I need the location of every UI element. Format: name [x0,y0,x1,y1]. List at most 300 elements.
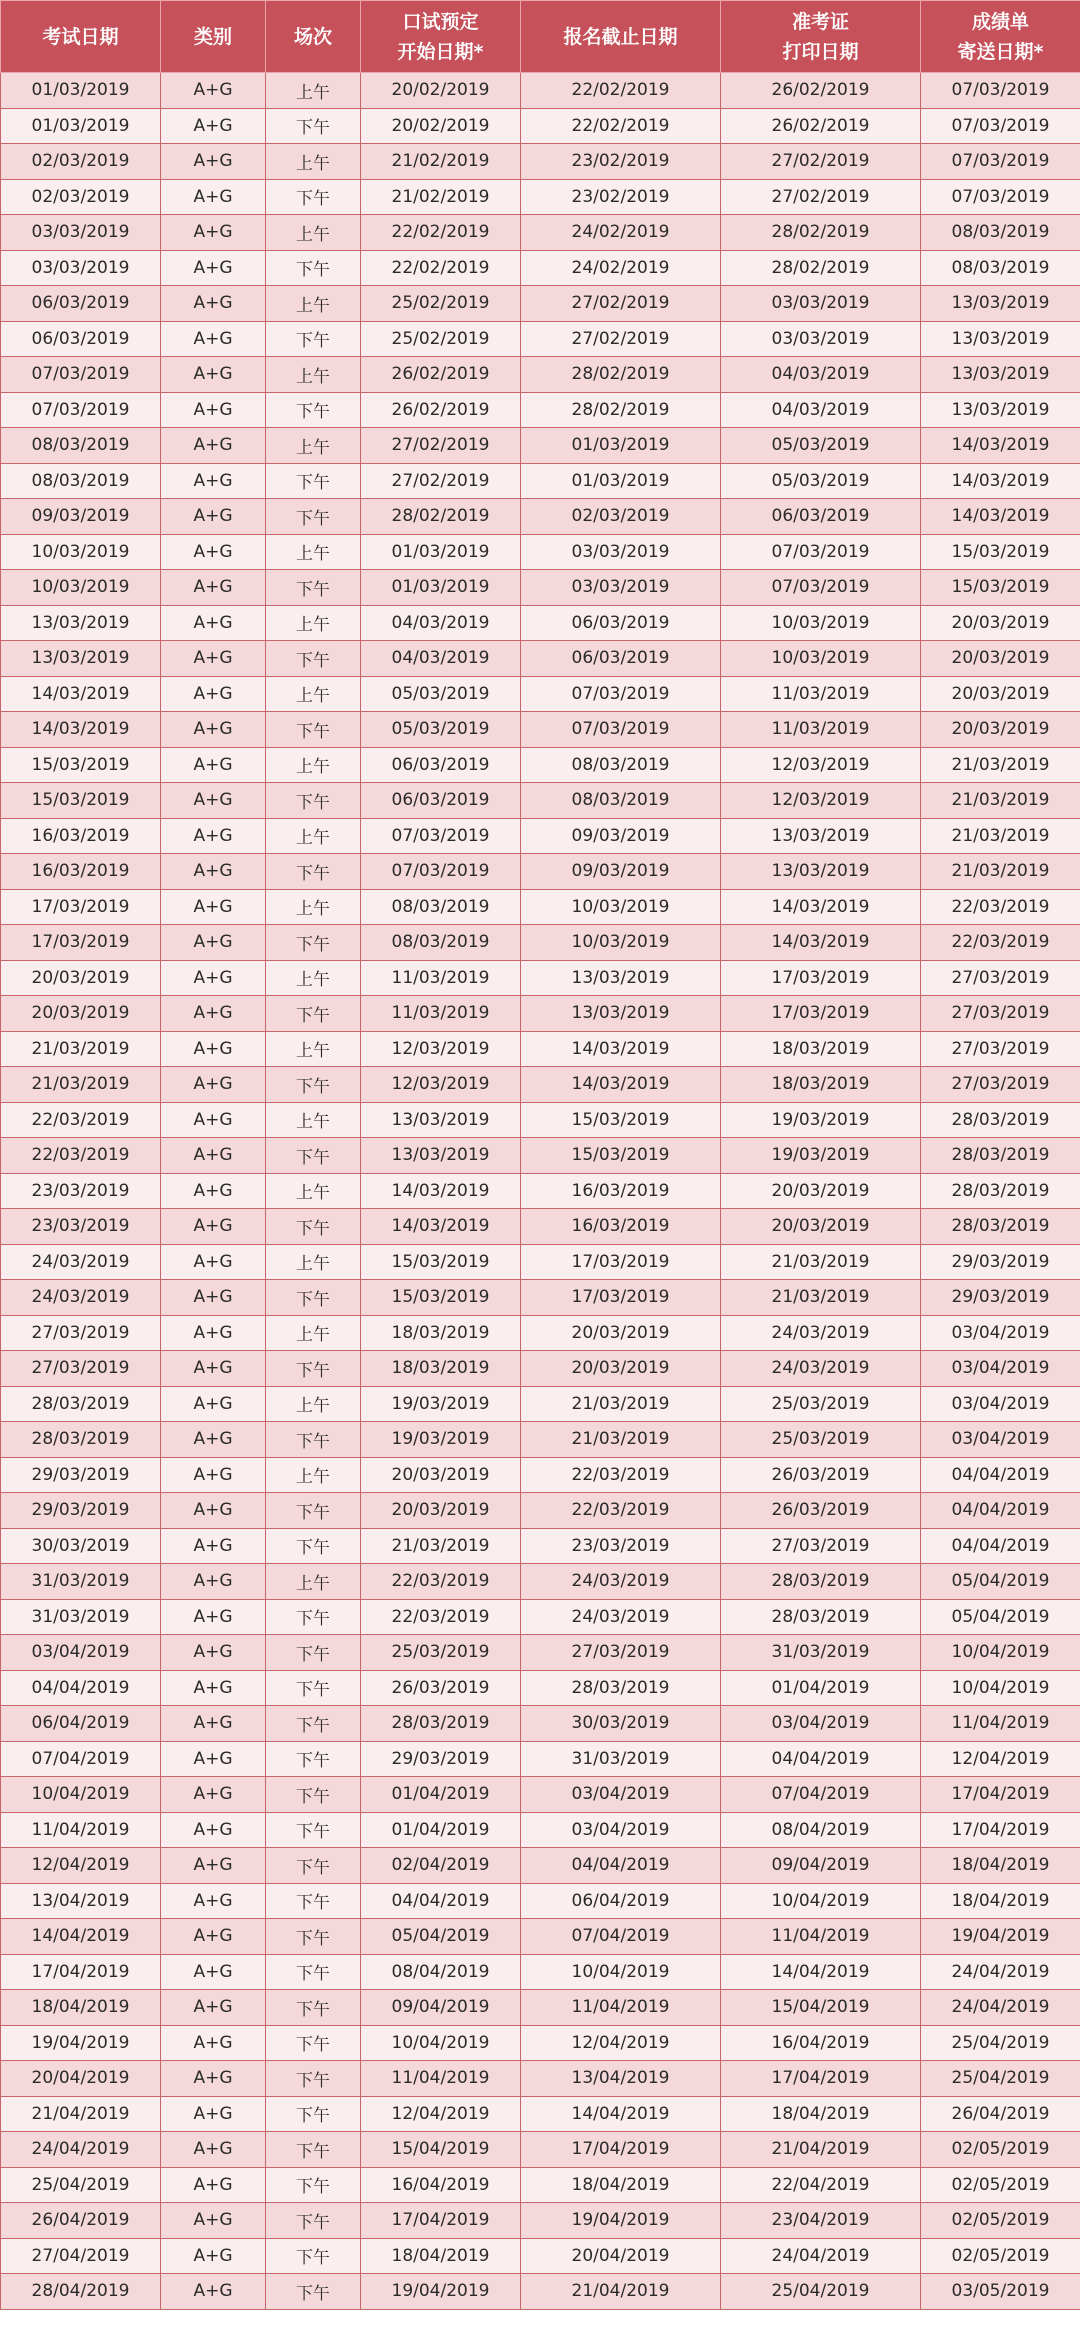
cell-admission-print-date: 01/04/2019 [721,1670,921,1706]
cell-category: A+G [161,1244,266,1280]
cell-registration-deadline: 03/03/2019 [521,570,721,606]
cell-report-mail-date: 12/04/2019 [921,1741,1080,1777]
cell-session: 下午 [266,1493,361,1529]
cell-speaking-start-date: 25/02/2019 [361,286,521,322]
cell-exam-date: 01/03/2019 [1,108,161,144]
cell-registration-deadline: 13/04/2019 [521,2061,721,2097]
cell-report-mail-date: 27/03/2019 [921,1031,1080,1067]
cell-registration-deadline: 17/03/2019 [521,1244,721,1280]
cell-session: 上午 [266,1244,361,1280]
header-text: 类别 [193,25,232,48]
header-text: 开始日期* [397,40,484,63]
cell-admission-print-date: 20/03/2019 [721,1173,921,1209]
cell-report-mail-date: 21/03/2019 [921,854,1080,890]
cell-category: A+G [161,1670,266,1706]
cell-category: A+G [161,889,266,925]
cell-session: 下午 [266,1635,361,1671]
cell-admission-print-date: 23/04/2019 [721,2203,921,2239]
cell-speaking-start-date: 25/02/2019 [361,321,521,357]
table-row [1,1422,1080,1458]
cell-report-mail-date: 19/04/2019 [921,1919,1080,1955]
header-text: 成绩单 [971,10,1029,33]
cell-category: A+G [161,357,266,393]
cell-speaking-start-date: 25/03/2019 [361,1635,521,1671]
cell-exam-date: 25/04/2019 [1,2167,161,2203]
cell-speaking-start-date: 08/03/2019 [361,889,521,925]
header-text: 准考证 [791,10,849,33]
cell-admission-print-date: 27/03/2019 [721,1528,921,1564]
cell-report-mail-date: 25/04/2019 [921,2025,1080,2061]
cell-report-mail-date: 21/03/2019 [921,818,1080,854]
table-row [1,250,1080,286]
cell-exam-date: 10/03/2019 [1,534,161,570]
cell-exam-date: 23/03/2019 [1,1173,161,1209]
cell-session: 下午 [266,108,361,144]
cell-exam-date: 27/04/2019 [1,2238,161,2274]
cell-admission-print-date: 14/03/2019 [721,925,921,961]
cell-session: 下午 [266,2167,361,2203]
cell-admission-print-date: 03/03/2019 [721,321,921,357]
cell-admission-print-date: 16/04/2019 [721,2025,921,2061]
cell-report-mail-date: 04/04/2019 [921,1528,1080,1564]
cell-registration-deadline: 27/02/2019 [521,321,721,357]
cell-exam-date: 24/03/2019 [1,1244,161,1280]
cell-registration-deadline: 08/03/2019 [521,783,721,819]
cell-category: A+G [161,2238,266,2274]
cell-session: 下午 [266,2203,361,2239]
cell-report-mail-date: 07/03/2019 [921,73,1080,109]
cell-exam-date: 10/04/2019 [1,1777,161,1813]
header-exam-date [1,1,161,73]
cell-admission-print-date: 07/04/2019 [721,1777,921,1813]
table-row [1,605,1080,641]
cell-category: A+G [161,108,266,144]
cell-speaking-start-date: 29/03/2019 [361,1741,521,1777]
cell-exam-date: 31/03/2019 [1,1564,161,1600]
cell-speaking-start-date: 18/04/2019 [361,2238,521,2274]
cell-report-mail-date: 13/03/2019 [921,357,1080,393]
header-text: 报名截止日期 [563,25,678,48]
table-row [1,925,1080,961]
cell-admission-print-date: 13/03/2019 [721,854,921,890]
cell-registration-deadline: 17/04/2019 [521,2132,721,2168]
cell-admission-print-date: 09/04/2019 [721,1848,921,1884]
table-row [1,1990,1080,2026]
cell-category: A+G [161,960,266,996]
cell-speaking-start-date: 02/04/2019 [361,1848,521,1884]
cell-category: A+G [161,144,266,180]
table-row [1,1173,1080,1209]
table-row [1,1670,1080,1706]
cell-session: 下午 [266,1919,361,1955]
cell-registration-deadline: 03/04/2019 [521,1777,721,1813]
cell-session: 上午 [266,818,361,854]
cell-registration-deadline: 07/03/2019 [521,676,721,712]
table-row [1,357,1080,393]
cell-registration-deadline: 24/03/2019 [521,1599,721,1635]
table-row [1,321,1080,357]
cell-registration-deadline: 16/03/2019 [521,1209,721,1245]
cell-session: 上午 [266,215,361,251]
cell-admission-print-date: 28/03/2019 [721,1564,921,1600]
cell-category: A+G [161,534,266,570]
cell-report-mail-date: 20/03/2019 [921,712,1080,748]
cell-session: 下午 [266,2096,361,2132]
cell-exam-date: 14/04/2019 [1,1919,161,1955]
cell-speaking-start-date: 09/04/2019 [361,1990,521,2026]
cell-admission-print-date: 21/04/2019 [721,2132,921,2168]
cell-category: A+G [161,499,266,535]
cell-report-mail-date: 22/03/2019 [921,925,1080,961]
cell-speaking-start-date: 01/03/2019 [361,570,521,606]
cell-exam-date: 17/04/2019 [1,1954,161,1990]
cell-exam-date: 07/03/2019 [1,357,161,393]
cell-registration-deadline: 11/04/2019 [521,1990,721,2026]
cell-category: A+G [161,2274,266,2310]
cell-category: A+G [161,925,266,961]
cell-speaking-start-date: 12/03/2019 [361,1067,521,1103]
cell-admission-print-date: 17/04/2019 [721,2061,921,2097]
cell-registration-deadline: 06/03/2019 [521,641,721,677]
cell-speaking-start-date: 18/03/2019 [361,1351,521,1387]
cell-report-mail-date: 17/04/2019 [921,1777,1080,1813]
cell-session: 下午 [266,392,361,428]
cell-speaking-start-date: 19/03/2019 [361,1386,521,1422]
cell-registration-deadline: 20/03/2019 [521,1315,721,1351]
cell-category: A+G [161,1173,266,1209]
cell-category: A+G [161,1422,266,1458]
cell-speaking-start-date: 04/03/2019 [361,641,521,677]
cell-report-mail-date: 21/03/2019 [921,783,1080,819]
cell-admission-print-date: 12/03/2019 [721,783,921,819]
cell-category: A+G [161,1067,266,1103]
table-row [1,463,1080,499]
cell-report-mail-date: 05/04/2019 [921,1599,1080,1635]
cell-report-mail-date: 14/03/2019 [921,499,1080,535]
cell-admission-print-date: 26/03/2019 [721,1457,921,1493]
cell-admission-print-date: 24/03/2019 [721,1315,921,1351]
cell-category: A+G [161,1990,266,2026]
cell-session: 下午 [266,1138,361,1174]
cell-speaking-start-date: 26/03/2019 [361,1670,521,1706]
table-row [1,215,1080,251]
cell-session: 上午 [266,534,361,570]
cell-admission-print-date: 04/03/2019 [721,392,921,428]
cell-session: 上午 [266,1031,361,1067]
cell-exam-date: 07/04/2019 [1,1741,161,1777]
cell-admission-print-date: 07/03/2019 [721,534,921,570]
cell-exam-date: 13/03/2019 [1,605,161,641]
cell-exam-date: 28/03/2019 [1,1386,161,1422]
table-row [1,996,1080,1032]
cell-registration-deadline: 28/02/2019 [521,392,721,428]
cell-speaking-start-date: 18/03/2019 [361,1315,521,1351]
table-row [1,534,1080,570]
cell-category: A+G [161,215,266,251]
cell-report-mail-date: 03/04/2019 [921,1386,1080,1422]
cell-session: 下午 [266,570,361,606]
cell-category: A+G [161,1564,266,1600]
cell-session: 下午 [266,1351,361,1387]
cell-session: 下午 [266,499,361,535]
cell-session: 下午 [266,2132,361,2168]
cell-report-mail-date: 17/04/2019 [921,1812,1080,1848]
cell-admission-print-date: 15/04/2019 [721,1990,921,2026]
table-row [1,1706,1080,1742]
cell-session: 下午 [266,1741,361,1777]
cell-category: A+G [161,1635,266,1671]
cell-admission-print-date: 17/03/2019 [721,960,921,996]
cell-session: 上午 [266,357,361,393]
table-row [1,73,1080,109]
cell-session: 下午 [266,463,361,499]
cell-registration-deadline: 28/02/2019 [521,357,721,393]
cell-session: 下午 [266,1280,361,1316]
cell-category: A+G [161,996,266,1032]
cell-speaking-start-date: 21/02/2019 [361,179,521,215]
cell-registration-deadline: 04/04/2019 [521,1848,721,1884]
cell-session: 上午 [266,960,361,996]
cell-speaking-start-date: 21/03/2019 [361,1528,521,1564]
cell-registration-deadline: 06/04/2019 [521,1883,721,1919]
cell-registration-deadline: 07/03/2019 [521,712,721,748]
cell-exam-date: 03/03/2019 [1,250,161,286]
cell-exam-date: 09/03/2019 [1,499,161,535]
cell-speaking-start-date: 28/02/2019 [361,499,521,535]
cell-report-mail-date: 15/03/2019 [921,570,1080,606]
cell-exam-date: 06/04/2019 [1,1706,161,1742]
cell-report-mail-date: 13/03/2019 [921,392,1080,428]
cell-speaking-start-date: 11/03/2019 [361,996,521,1032]
cell-session: 上午 [266,1315,361,1351]
cell-registration-deadline: 02/03/2019 [521,499,721,535]
cell-session: 上午 [266,747,361,783]
cell-speaking-start-date: 21/02/2019 [361,144,521,180]
cell-speaking-start-date: 08/04/2019 [361,1954,521,1990]
cell-exam-date: 18/04/2019 [1,1990,161,2026]
cell-admission-print-date: 19/03/2019 [721,1138,921,1174]
cell-speaking-start-date: 14/03/2019 [361,1173,521,1209]
cell-report-mail-date: 03/04/2019 [921,1422,1080,1458]
cell-category: A+G [161,1138,266,1174]
cell-registration-deadline: 21/03/2019 [521,1422,721,1458]
cell-registration-deadline: 15/03/2019 [521,1138,721,1174]
cell-exam-date: 06/03/2019 [1,321,161,357]
cell-category: A+G [161,1031,266,1067]
cell-speaking-start-date: 27/02/2019 [361,463,521,499]
cell-speaking-start-date: 20/03/2019 [361,1493,521,1529]
cell-registration-deadline: 30/03/2019 [521,1706,721,1742]
cell-registration-deadline: 17/03/2019 [521,1280,721,1316]
cell-admission-print-date: 28/02/2019 [721,250,921,286]
cell-report-mail-date: 24/04/2019 [921,1954,1080,1990]
cell-speaking-start-date: 22/02/2019 [361,250,521,286]
header-registration-deadline [521,1,721,73]
cell-admission-print-date: 18/04/2019 [721,2096,921,2132]
cell-session: 下午 [266,1067,361,1103]
cell-exam-date: 15/03/2019 [1,747,161,783]
cell-report-mail-date: 22/03/2019 [921,889,1080,925]
table-row [1,1848,1080,1884]
table-row [1,854,1080,890]
cell-report-mail-date: 14/03/2019 [921,463,1080,499]
cell-report-mail-date: 03/04/2019 [921,1315,1080,1351]
cell-registration-deadline: 08/03/2019 [521,747,721,783]
cell-exam-date: 28/03/2019 [1,1422,161,1458]
header-text: 场次 [293,25,332,48]
cell-session: 上午 [266,889,361,925]
cell-admission-print-date: 22/04/2019 [721,2167,921,2203]
cell-exam-date: 20/03/2019 [1,996,161,1032]
cell-registration-deadline: 06/03/2019 [521,605,721,641]
cell-exam-date: 01/03/2019 [1,73,161,109]
header-speaking-start-date [361,1,521,73]
cell-session: 下午 [266,2025,361,2061]
cell-speaking-start-date: 22/03/2019 [361,1564,521,1600]
cell-report-mail-date: 28/03/2019 [921,1138,1080,1174]
cell-admission-print-date: 27/02/2019 [721,144,921,180]
cell-admission-print-date: 28/02/2019 [721,215,921,251]
table-row [1,1138,1080,1174]
table-row [1,179,1080,215]
cell-category: A+G [161,783,266,819]
cell-session: 下午 [266,854,361,890]
cell-session: 上午 [266,428,361,464]
cell-speaking-start-date: 20/02/2019 [361,108,521,144]
cell-speaking-start-date: 13/03/2019 [361,1138,521,1174]
header-text: 打印日期 [782,40,859,63]
cell-admission-print-date: 10/03/2019 [721,641,921,677]
cell-admission-print-date: 13/03/2019 [721,818,921,854]
cell-registration-deadline: 22/03/2019 [521,1457,721,1493]
cell-exam-date: 14/03/2019 [1,712,161,748]
cell-exam-date: 27/03/2019 [1,1315,161,1351]
table-row [1,144,1080,180]
cell-speaking-start-date: 01/04/2019 [361,1812,521,1848]
table-row [1,2274,1080,2310]
cell-category: A+G [161,676,266,712]
table-header-row [1,1,1080,73]
cell-category: A+G [161,1954,266,1990]
cell-speaking-start-date: 01/04/2019 [361,1777,521,1813]
cell-session: 上午 [266,605,361,641]
cell-category: A+G [161,1777,266,1813]
table-row [1,1564,1080,1600]
cell-report-mail-date: 03/05/2019 [921,2274,1080,2310]
cell-exam-date: 29/03/2019 [1,1493,161,1529]
cell-report-mail-date: 08/03/2019 [921,250,1080,286]
cell-category: A+G [161,1386,266,1422]
cell-speaking-start-date: 06/03/2019 [361,783,521,819]
cell-speaking-start-date: 14/03/2019 [361,1209,521,1245]
cell-admission-print-date: 31/03/2019 [721,1635,921,1671]
cell-exam-date: 19/04/2019 [1,2025,161,2061]
cell-category: A+G [161,1457,266,1493]
cell-speaking-start-date: 15/03/2019 [361,1280,521,1316]
cell-exam-date: 08/03/2019 [1,463,161,499]
cell-exam-date: 30/03/2019 [1,1528,161,1564]
cell-category: A+G [161,73,266,109]
header-text: 寄送日期* [957,40,1044,63]
cell-category: A+G [161,179,266,215]
cell-report-mail-date: 20/03/2019 [921,641,1080,677]
cell-admission-print-date: 14/03/2019 [721,889,921,925]
cell-category: A+G [161,286,266,322]
cell-category: A+G [161,712,266,748]
header-report-mail-date [921,1,1080,73]
cell-speaking-start-date: 13/03/2019 [361,1102,521,1138]
cell-speaking-start-date: 20/02/2019 [361,73,521,109]
cell-report-mail-date: 18/04/2019 [921,1883,1080,1919]
cell-admission-print-date: 10/03/2019 [721,605,921,641]
cell-registration-deadline: 07/04/2019 [521,1919,721,1955]
cell-report-mail-date: 11/04/2019 [921,1706,1080,1742]
cell-report-mail-date: 07/03/2019 [921,179,1080,215]
cell-admission-print-date: 24/04/2019 [721,2238,921,2274]
cell-report-mail-date: 03/04/2019 [921,1351,1080,1387]
cell-exam-date: 08/03/2019 [1,428,161,464]
cell-registration-deadline: 18/04/2019 [521,2167,721,2203]
cell-category: A+G [161,428,266,464]
cell-speaking-start-date: 17/04/2019 [361,2203,521,2239]
cell-registration-deadline: 10/03/2019 [521,889,721,925]
cell-session: 下午 [266,1954,361,1990]
cell-admission-print-date: 03/04/2019 [721,1706,921,1742]
cell-exam-date: 17/03/2019 [1,889,161,925]
cell-admission-print-date: 26/02/2019 [721,108,921,144]
table-row [1,783,1080,819]
table-body [1,73,1080,2310]
cell-speaking-start-date: 12/04/2019 [361,2096,521,2132]
cell-session: 下午 [266,783,361,819]
cell-category: A+G [161,1919,266,1955]
table-row [1,641,1080,677]
cell-category: A+G [161,570,266,606]
cell-session: 下午 [266,1422,361,1458]
table-row [1,1244,1080,1280]
table-row [1,1599,1080,1635]
cell-exam-date: 29/03/2019 [1,1457,161,1493]
cell-speaking-start-date: 19/04/2019 [361,2274,521,2310]
cell-session: 下午 [266,321,361,357]
cell-admission-print-date: 18/03/2019 [721,1031,921,1067]
cell-report-mail-date: 05/04/2019 [921,1564,1080,1600]
cell-speaking-start-date: 15/04/2019 [361,2132,521,2168]
cell-speaking-start-date: 07/03/2019 [361,818,521,854]
cell-report-mail-date: 29/03/2019 [921,1244,1080,1280]
cell-report-mail-date: 21/03/2019 [921,747,1080,783]
cell-exam-date: 10/03/2019 [1,570,161,606]
cell-admission-print-date: 05/03/2019 [721,463,921,499]
cell-report-mail-date: 26/04/2019 [921,2096,1080,2132]
cell-category: A+G [161,1848,266,1884]
cell-report-mail-date: 10/04/2019 [921,1635,1080,1671]
cell-session: 下午 [266,1848,361,1884]
cell-category: A+G [161,463,266,499]
cell-report-mail-date: 08/03/2019 [921,215,1080,251]
cell-session: 下午 [266,2274,361,2310]
table-row [1,2203,1080,2239]
cell-registration-deadline: 01/03/2019 [521,428,721,464]
cell-admission-print-date: 25/03/2019 [721,1422,921,1458]
cell-report-mail-date: 13/03/2019 [921,286,1080,322]
cell-exam-date: 03/03/2019 [1,215,161,251]
table-row [1,1386,1080,1422]
cell-registration-deadline: 24/02/2019 [521,250,721,286]
table-row [1,2025,1080,2061]
cell-category: A+G [161,392,266,428]
cell-session: 下午 [266,712,361,748]
